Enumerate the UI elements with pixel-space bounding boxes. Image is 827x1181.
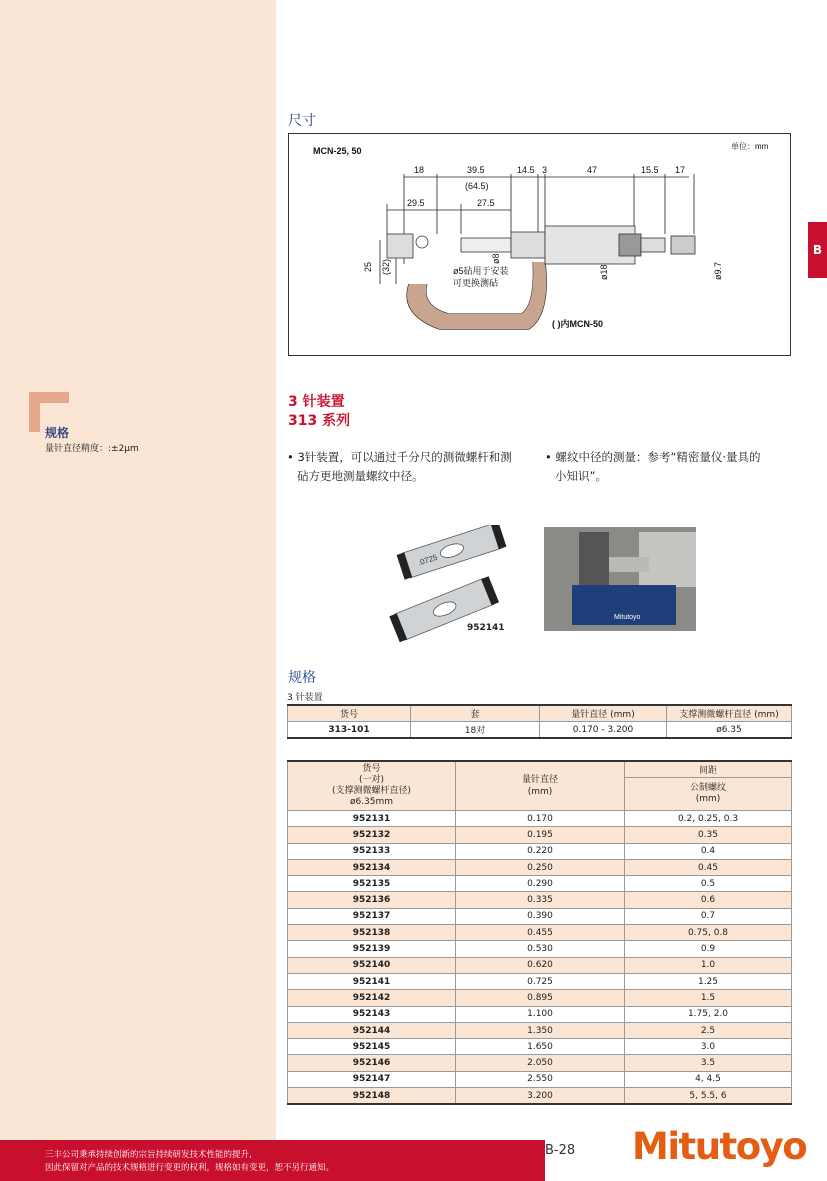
cell-metric-thread: 0.2, 0.25, 0.3 xyxy=(625,811,792,827)
dim-47: 47 xyxy=(587,165,598,175)
set-spec-table xyxy=(287,704,792,739)
unit-label: 单位：mm xyxy=(731,142,769,151)
header-col1-line3: (支撑测微螺杆直径) xyxy=(331,786,412,796)
photo-brand-label: Mitutoyo xyxy=(614,614,641,621)
note-anvil-2: 可更换测砧 xyxy=(453,278,499,288)
cell-wire-dia: 0.220 xyxy=(456,843,625,859)
cell-part-no: 952136 xyxy=(288,892,456,908)
cell-part-no: 952134 xyxy=(288,859,456,875)
cell-part-no: 952147 xyxy=(288,1071,456,1087)
table-row xyxy=(288,1071,792,1087)
table-row xyxy=(288,811,792,827)
note-mcn50: ( )内MCN-50 xyxy=(552,319,603,329)
cell-part-no: 952132 xyxy=(288,827,456,843)
section-tab-b[interactable]: B xyxy=(808,222,827,278)
dim-32: (32) xyxy=(381,258,391,275)
bullet1-line1: • 3针装置，可以通过千分尺的测微螺杆和测 xyxy=(287,450,512,464)
table-row xyxy=(288,957,792,973)
bullet2-line2: 小知识”。 xyxy=(555,469,607,483)
bullet-pitch-diameter xyxy=(545,448,761,486)
cell-part-no: 952142 xyxy=(288,990,456,1006)
bullet-three-wire xyxy=(287,448,512,486)
product-title-line2: 313 系列 xyxy=(288,413,351,429)
brand-logo: Mitutoyo xyxy=(632,1125,807,1168)
table-row xyxy=(288,1088,792,1105)
cell-spindle-dia: ø6.35 xyxy=(667,722,792,739)
image-caption: 952141 xyxy=(467,623,505,633)
header-col1-line2: (一对) xyxy=(358,775,385,785)
model-label: MCN-25, 50 xyxy=(313,146,362,156)
product-title-line1: 3 针装置 xyxy=(288,394,345,410)
dimension-diagram xyxy=(288,133,791,356)
cell-part-no: 952144 xyxy=(288,1022,456,1038)
cell-wire-dia: 0.335 xyxy=(456,892,625,908)
table-row xyxy=(288,1039,792,1055)
cell-set: 18对 xyxy=(411,722,540,739)
cell-part-no: 952146 xyxy=(288,1055,456,1071)
note-anvil-1: ø5砧用于安装 xyxy=(453,266,509,276)
dia-9-7: ø9.7 xyxy=(713,261,723,280)
cell-part-no: 952138 xyxy=(288,925,456,941)
dim-27-5: 27.5 xyxy=(477,198,495,208)
cell-metric-thread: 0.4 xyxy=(625,843,792,859)
cell-part-no: 952148 xyxy=(288,1088,456,1105)
micrometer-drawing xyxy=(289,134,792,357)
dim-25: 25 xyxy=(363,261,373,272)
table-row xyxy=(288,973,792,989)
table-row xyxy=(288,859,792,875)
header-metric-thread xyxy=(625,778,792,811)
table-row xyxy=(288,722,792,739)
cell-part-no: 952141 xyxy=(288,973,456,989)
cell-wire-dia: 0.170 xyxy=(456,811,625,827)
cell-metric-thread: 1.5 xyxy=(625,990,792,1006)
cell-wire-dia: 0.390 xyxy=(456,908,625,924)
cell-metric-thread: 0.9 xyxy=(625,941,792,957)
footer-line2: 因此保留对产品的技术规格进行变更的权利，规格如有变更，恕不另行通知。 xyxy=(45,1163,335,1173)
cell-part-no: 952140 xyxy=(288,957,456,973)
measurement-photo xyxy=(544,527,696,631)
dia-18: ø18 xyxy=(599,264,609,280)
table-row xyxy=(288,1055,792,1071)
cell-metric-thread: 1.25 xyxy=(625,973,792,989)
bullet2-line1: • 螺纹中径的测量：参考“精密量仪·量具的 xyxy=(545,450,761,464)
header-part-no: 货号 xyxy=(288,705,411,722)
header-col2-line1: 量针直径 xyxy=(521,775,558,785)
dia-8: ø8 xyxy=(491,253,501,264)
dim-39-5: 39.5 xyxy=(467,165,485,175)
header-col1-line4: ø6.35mm xyxy=(349,797,394,807)
table-row xyxy=(288,892,792,908)
spec-title: 规格 xyxy=(288,670,316,686)
cell-wire-dia: 0.895 xyxy=(456,990,625,1006)
cell-part-no: 952137 xyxy=(288,908,456,924)
cell-wire-dia: 1.350 xyxy=(456,1022,625,1038)
cell-metric-thread: 0.35 xyxy=(625,827,792,843)
dimension-title: 尺寸 xyxy=(288,113,316,129)
table-row xyxy=(288,843,792,859)
cell-metric-thread: 3.5 xyxy=(625,1055,792,1071)
cell-wire-dia: 0.455 xyxy=(456,925,625,941)
cell-metric-thread: 2.5 xyxy=(625,1022,792,1038)
header-col3-line2: (mm) xyxy=(695,794,721,804)
table-row xyxy=(288,908,792,924)
sidebar-spec-line: 量针直径精度：:±2µm xyxy=(45,444,139,454)
cell-wire-dia: 1.100 xyxy=(456,1006,625,1022)
cell-metric-thread: 0.6 xyxy=(625,892,792,908)
cell-wire-dia: 3.200 xyxy=(456,1088,625,1105)
table-row xyxy=(288,827,792,843)
wire-spec-table xyxy=(287,760,792,1105)
cell-wire-dia: 0.290 xyxy=(456,876,625,892)
table-row xyxy=(288,1006,792,1022)
cell-metric-thread: 3.0 xyxy=(625,1039,792,1055)
holder-label: .0725 xyxy=(416,552,439,568)
table-row xyxy=(288,876,792,892)
cell-part-no: 952139 xyxy=(288,941,456,957)
cell-wire-dia: 0.250 xyxy=(456,859,625,875)
cell-wire-dia: 2.050 xyxy=(456,1055,625,1071)
dim-64-5: (64.5) xyxy=(465,181,489,191)
cell-part-no: 313-101 xyxy=(288,722,411,739)
dim-29-5: 29.5 xyxy=(407,198,425,208)
header-col2-line2: (mm) xyxy=(527,787,553,797)
cell-metric-thread: 1.75, 2.0 xyxy=(625,1006,792,1022)
table-row xyxy=(288,1022,792,1038)
cell-wire-dia: 0.725 xyxy=(456,973,625,989)
sidebar-spec-title: 规格 xyxy=(45,426,70,440)
cell-wire-dia: 0.195 xyxy=(456,827,625,843)
cell-metric-thread: 0.75, 0.8 xyxy=(625,925,792,941)
dim-14-5: 14.5 xyxy=(517,165,535,175)
cell-wire-dia: 0.620 xyxy=(456,957,625,973)
cell-part-no: 952131 xyxy=(288,811,456,827)
cell-part-no: 952135 xyxy=(288,876,456,892)
cell-metric-thread: 0.45 xyxy=(625,859,792,875)
dim-3: 3 xyxy=(542,165,548,175)
cell-wire-dia: 0.170 - 3.200 xyxy=(540,722,667,739)
sidebar xyxy=(0,0,276,1140)
cell-metric-thread: 1.0 xyxy=(625,957,792,973)
cell-wire-dia: 1.650 xyxy=(456,1039,625,1055)
cell-metric-thread: 5, 5.5, 6 xyxy=(625,1088,792,1105)
dim-17: 17 xyxy=(675,165,686,175)
spec-subtitle: 3 针装置 xyxy=(287,693,323,703)
cell-metric-thread: 0.5 xyxy=(625,876,792,892)
footer-line1: 三丰公司秉承持续创新的宗旨持续研发技术性能的提升, xyxy=(45,1150,252,1160)
cell-part-no: 952133 xyxy=(288,843,456,859)
header-wire-part-no xyxy=(288,761,456,811)
bullet1-line2: 砧方更地测量螺纹中径。 xyxy=(297,469,424,483)
header-pitch-group: 间距 xyxy=(625,761,792,778)
table-row xyxy=(288,925,792,941)
table-header-row xyxy=(288,761,792,778)
header-col1-line1: 货号 xyxy=(362,764,381,774)
cell-metric-thread: 4, 4.5 xyxy=(625,1071,792,1087)
header-wire-dia-col xyxy=(456,761,625,811)
header-set: 套 xyxy=(411,705,540,722)
table-row xyxy=(288,941,792,957)
cell-wire-dia: 0.530 xyxy=(456,941,625,957)
table-row xyxy=(288,990,792,1006)
dim-18: 18 xyxy=(414,165,425,175)
header-wire-dia: 量针直径 (mm) xyxy=(540,705,667,722)
cell-wire-dia: 2.550 xyxy=(456,1071,625,1087)
header-spindle-dia: 支撑测微螺杆直径 (mm) xyxy=(667,705,792,722)
cell-metric-thread: 0.7 xyxy=(625,908,792,924)
cell-part-no: 952145 xyxy=(288,1039,456,1055)
page-number: B-28 xyxy=(545,1140,615,1181)
cell-part-no: 952143 xyxy=(288,1006,456,1022)
table-header-row xyxy=(288,705,792,722)
header-col3-line1: 公制螺纹 xyxy=(689,783,726,793)
dim-15-5: 15.5 xyxy=(641,165,659,175)
